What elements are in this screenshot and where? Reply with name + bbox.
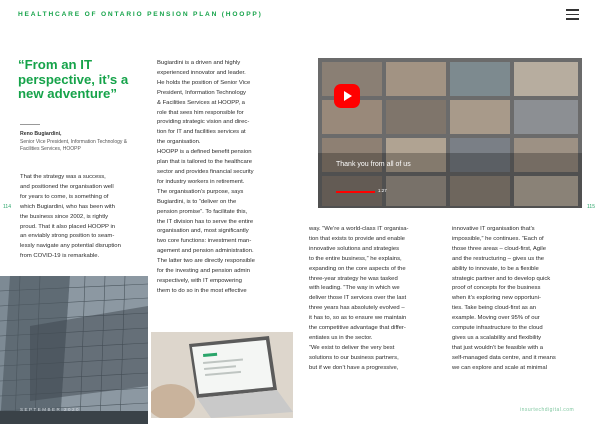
building-illustration	[0, 276, 148, 424]
building-photo	[0, 276, 148, 424]
website-url[interactable]: insurtechdigital.com	[520, 407, 575, 413]
page-number-left: 114	[3, 204, 11, 210]
article-column-4: innovative IT organisation that’s impossible,” he continues. “Each of those three areas – cloud-first, Agile and the restructuring – gives us the ability to innovate, to be a flexible strategic partner and to develop quick proof of concepts for the business when it’s exploring new opportuni- ties. Take being cloud-first as an example. Moving over 95% of our compute infrastructure to the cloud gives us a scalability and flexibility that just wouldn’t be feasible with a self-managed data centre, and it means we can explore and scale at minimal	[452, 226, 556, 371]
quote-divider	[20, 124, 40, 125]
laptop-photo	[151, 332, 293, 418]
article-column-2: Bugiardini is a driven and highly experienced innovator and leader. He holds the position of Senior Vice President, Information Technology & Facilities Services at HOOPP, a role that sees him responsible for providing strategic vision and direc- tion for IT and facilities services at the organisation. HOOPP is a defined benefit pension plan that is tailored to the healthcare sector and provides financial security for industry workers in retirement. The organisation’s purpose, says Bugiardini, is to “deliver on the pension promise”. To facilitate this, the IT division has to serve the entire organisation and, most significantly two core functions: investment man- agement and pension administration. The latter two are directly responsible for the investing and pension admin respectively, with IT empowering them to do so in the most effective	[157, 60, 255, 294]
pull-quote: “From an IT perspective, it’s a new adventure”	[18, 57, 129, 101]
hamburger-menu-icon[interactable]	[566, 9, 579, 20]
video-thumbnail-collage	[318, 58, 582, 208]
page-number-right: 115	[587, 204, 595, 210]
play-icon	[334, 84, 360, 108]
video-caption: Thank you from all of us	[336, 161, 411, 168]
play-button[interactable]	[334, 84, 360, 108]
laptop-illustration	[151, 332, 293, 418]
issue-date: SEPTEMBER 2020	[20, 407, 81, 412]
video-progress-bar[interactable]	[336, 191, 375, 193]
video-timestamp: 1:27	[378, 188, 387, 193]
quote-attribution-role: Senior Vice President, Information Technology & Facilities Services, HOOPP	[20, 139, 128, 152]
video-player[interactable]	[318, 58, 582, 208]
article-column-3: way. “We’re a world-class IT organisa- tion that exists to provide and enable innovative solutions and strategies to the entire business,” he explains, expanding on the core aspects of the three-year strategy he was tasked with leading. “The way in which we deliver those IT services over the last three years has absolutely evolved – it has to, so as to ensure we maintain the competitive advantage that differ- entiates us in the sector. “We exist to deliver the very best solutions to our business partners, but if we don’t have a progressive,	[309, 226, 409, 371]
article-column-1: That the strategy was a success, and positioned the organisation well for years to come, is something of which Bugiardini, who has been with the business since 2002, is rightly proud. That it also placed HOOPP in an enviably strong position to seam- lessly navigate any potential disruption from COVID-19 is remarkable.	[20, 174, 121, 260]
quote-attribution-name: Reno Bugiardini,	[20, 131, 62, 137]
magazine-section-title: HEALTHCARE OF ONTARIO PENSION PLAN (HOOPP)	[18, 11, 263, 18]
